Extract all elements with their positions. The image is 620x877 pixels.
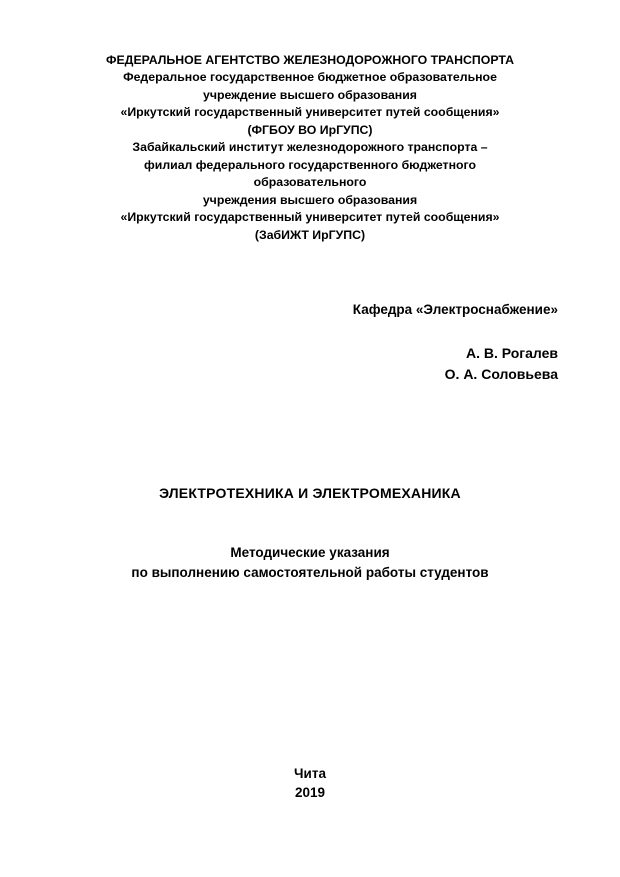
page-title: ЭЛЕКТРОТЕХНИКА И ЭЛЕКТРОМЕХАНИКА	[159, 484, 461, 501]
imprint	[0, 764, 620, 803]
organization-line: филиал федерального государственного бюджетного	[144, 157, 476, 172]
organization-line: Забайкальский институт железнодорожного транспорта –	[132, 140, 488, 155]
subtitle-line: Методические указания	[230, 544, 390, 560]
year-label: 2019	[294, 785, 326, 801]
author-name: А. В. Рогалев	[465, 344, 558, 361]
organization-header	[60, 52, 560, 244]
organization-line: (ЗабИЖТ ИрГУПС)	[254, 227, 366, 242]
organization-line: «Иркутский государственный университет путей сообщения»	[120, 105, 500, 120]
organization-line: ФЕДЕРАЛЬНОЕ АГЕНТСТВО ЖЕЛЕЗНОДОРОЖНОГО ТРАНСПОРТА	[105, 53, 514, 67]
subtitle-line: по выполнению самостоятельной работы студентов	[131, 565, 489, 581]
organization-line: Федеральное государственное бюджетное образовательное	[123, 70, 497, 85]
organization-line: учреждение высшего образования	[203, 87, 417, 102]
organization-line: учреждения высшего образования	[202, 192, 418, 207]
author-name: О. А. Соловьева	[444, 365, 558, 382]
page-subtitle	[60, 543, 560, 584]
author-list	[60, 343, 560, 385]
organization-line: (ФГБОУ ВО ИрГУПС)	[247, 122, 373, 137]
department-label: Кафедра «Электроснабжение»	[352, 301, 558, 317]
organization-line: образовательного	[253, 175, 367, 190]
city-label: Чита	[294, 765, 326, 781]
organization-line: «Иркутский государственный университет путей сообщения»	[120, 210, 500, 225]
